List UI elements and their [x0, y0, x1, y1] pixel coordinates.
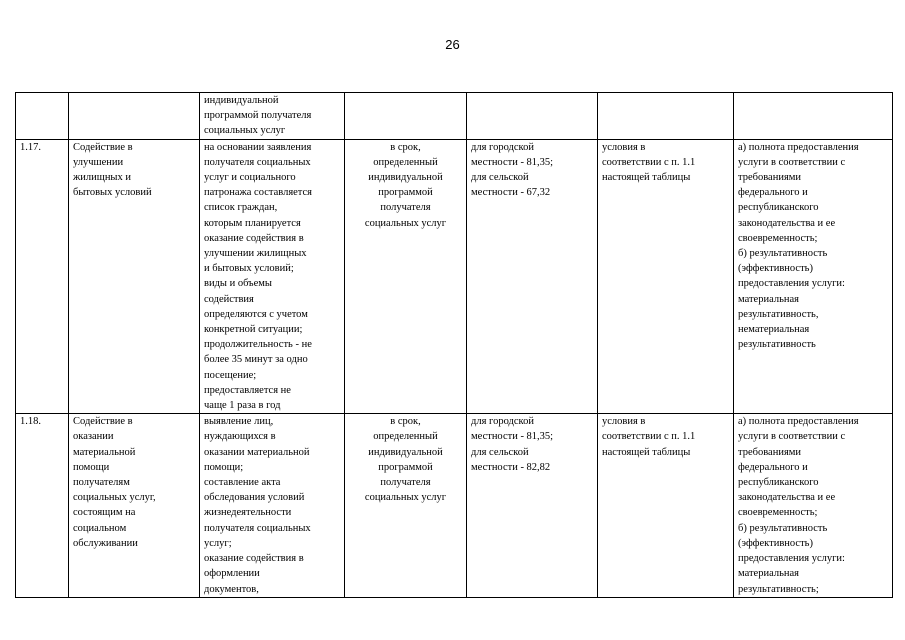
service-indicators-cell: а) полнота предоставления услуги в соответствии с требованиями федерального и республиканского законодательства и ее своевременность; б) результативность (эффективность) предоставления услуги: материальная результативность, нематериальная результативность	[734, 139, 893, 414]
table-row	[16, 414, 893, 597]
table-row	[16, 139, 893, 414]
service-description-cell: индивидуальной программой получателя социальных услуг	[200, 93, 345, 140]
service-number-cell: 1.18.	[16, 414, 69, 597]
service-name-cell: Содействие в улучшении жилищных и бытовых условий	[69, 139, 200, 414]
service-tariff-cell	[467, 93, 598, 140]
service-indicators-cell: а) полнота предоставления услуги в соответствии с требованиями федерального и республиканского законодательства и ее своевременность; б) результативность (эффективность) предоставления услуги: материальная результативность;	[734, 414, 893, 597]
page-number: 26	[445, 37, 460, 52]
service-conditions-cell: условия в соответствии с п. 1.1 настоящей таблицы	[598, 414, 734, 597]
service-term-cell: в срок, определенный индивидуальной программой получателя социальных услуг	[345, 139, 467, 414]
service-conditions-cell: условия в соответствии с п. 1.1 настоящей таблицы	[598, 139, 734, 414]
service-term-cell: в срок, определенный индивидуальной программой получателя социальных услуг	[345, 414, 467, 597]
service-number-cell: 1.17.	[16, 139, 69, 414]
table-row	[16, 93, 893, 140]
service-term-cell	[345, 93, 467, 140]
service-tariff-cell: для городской местности - 81,35; для сельской местности - 67,32	[467, 139, 598, 414]
service-indicators-cell	[734, 93, 893, 140]
service-tariff-cell: для городской местности - 81,35; для сельской местности - 82,82	[467, 414, 598, 597]
service-name-cell: Содействие в оказании материальной помощи получателям социальных услуг, состоящим на социальном обслуживании	[69, 414, 200, 597]
services-table	[15, 92, 893, 598]
service-number-cell	[16, 93, 69, 140]
service-description-cell: выявление лиц, нуждающихся в оказании материальной помощи; составление акта обследования условий жизнедеятельности получателя социальных услуг; оказание содействия в оформлении документов,	[200, 414, 345, 597]
service-conditions-cell	[598, 93, 734, 140]
service-name-cell	[69, 93, 200, 140]
service-description-cell: на основании заявления получателя социальных услуг и социального патронажа составляется список граждан, которым планируется оказание содействия в улучшении жилищных и бытовых условий; виды и объемы содействия определяются с учетом конкретной ситуации; продолжительность - не более 35 минут за одно посещение; предоставляется не чаще 1 раза в год	[200, 139, 345, 414]
